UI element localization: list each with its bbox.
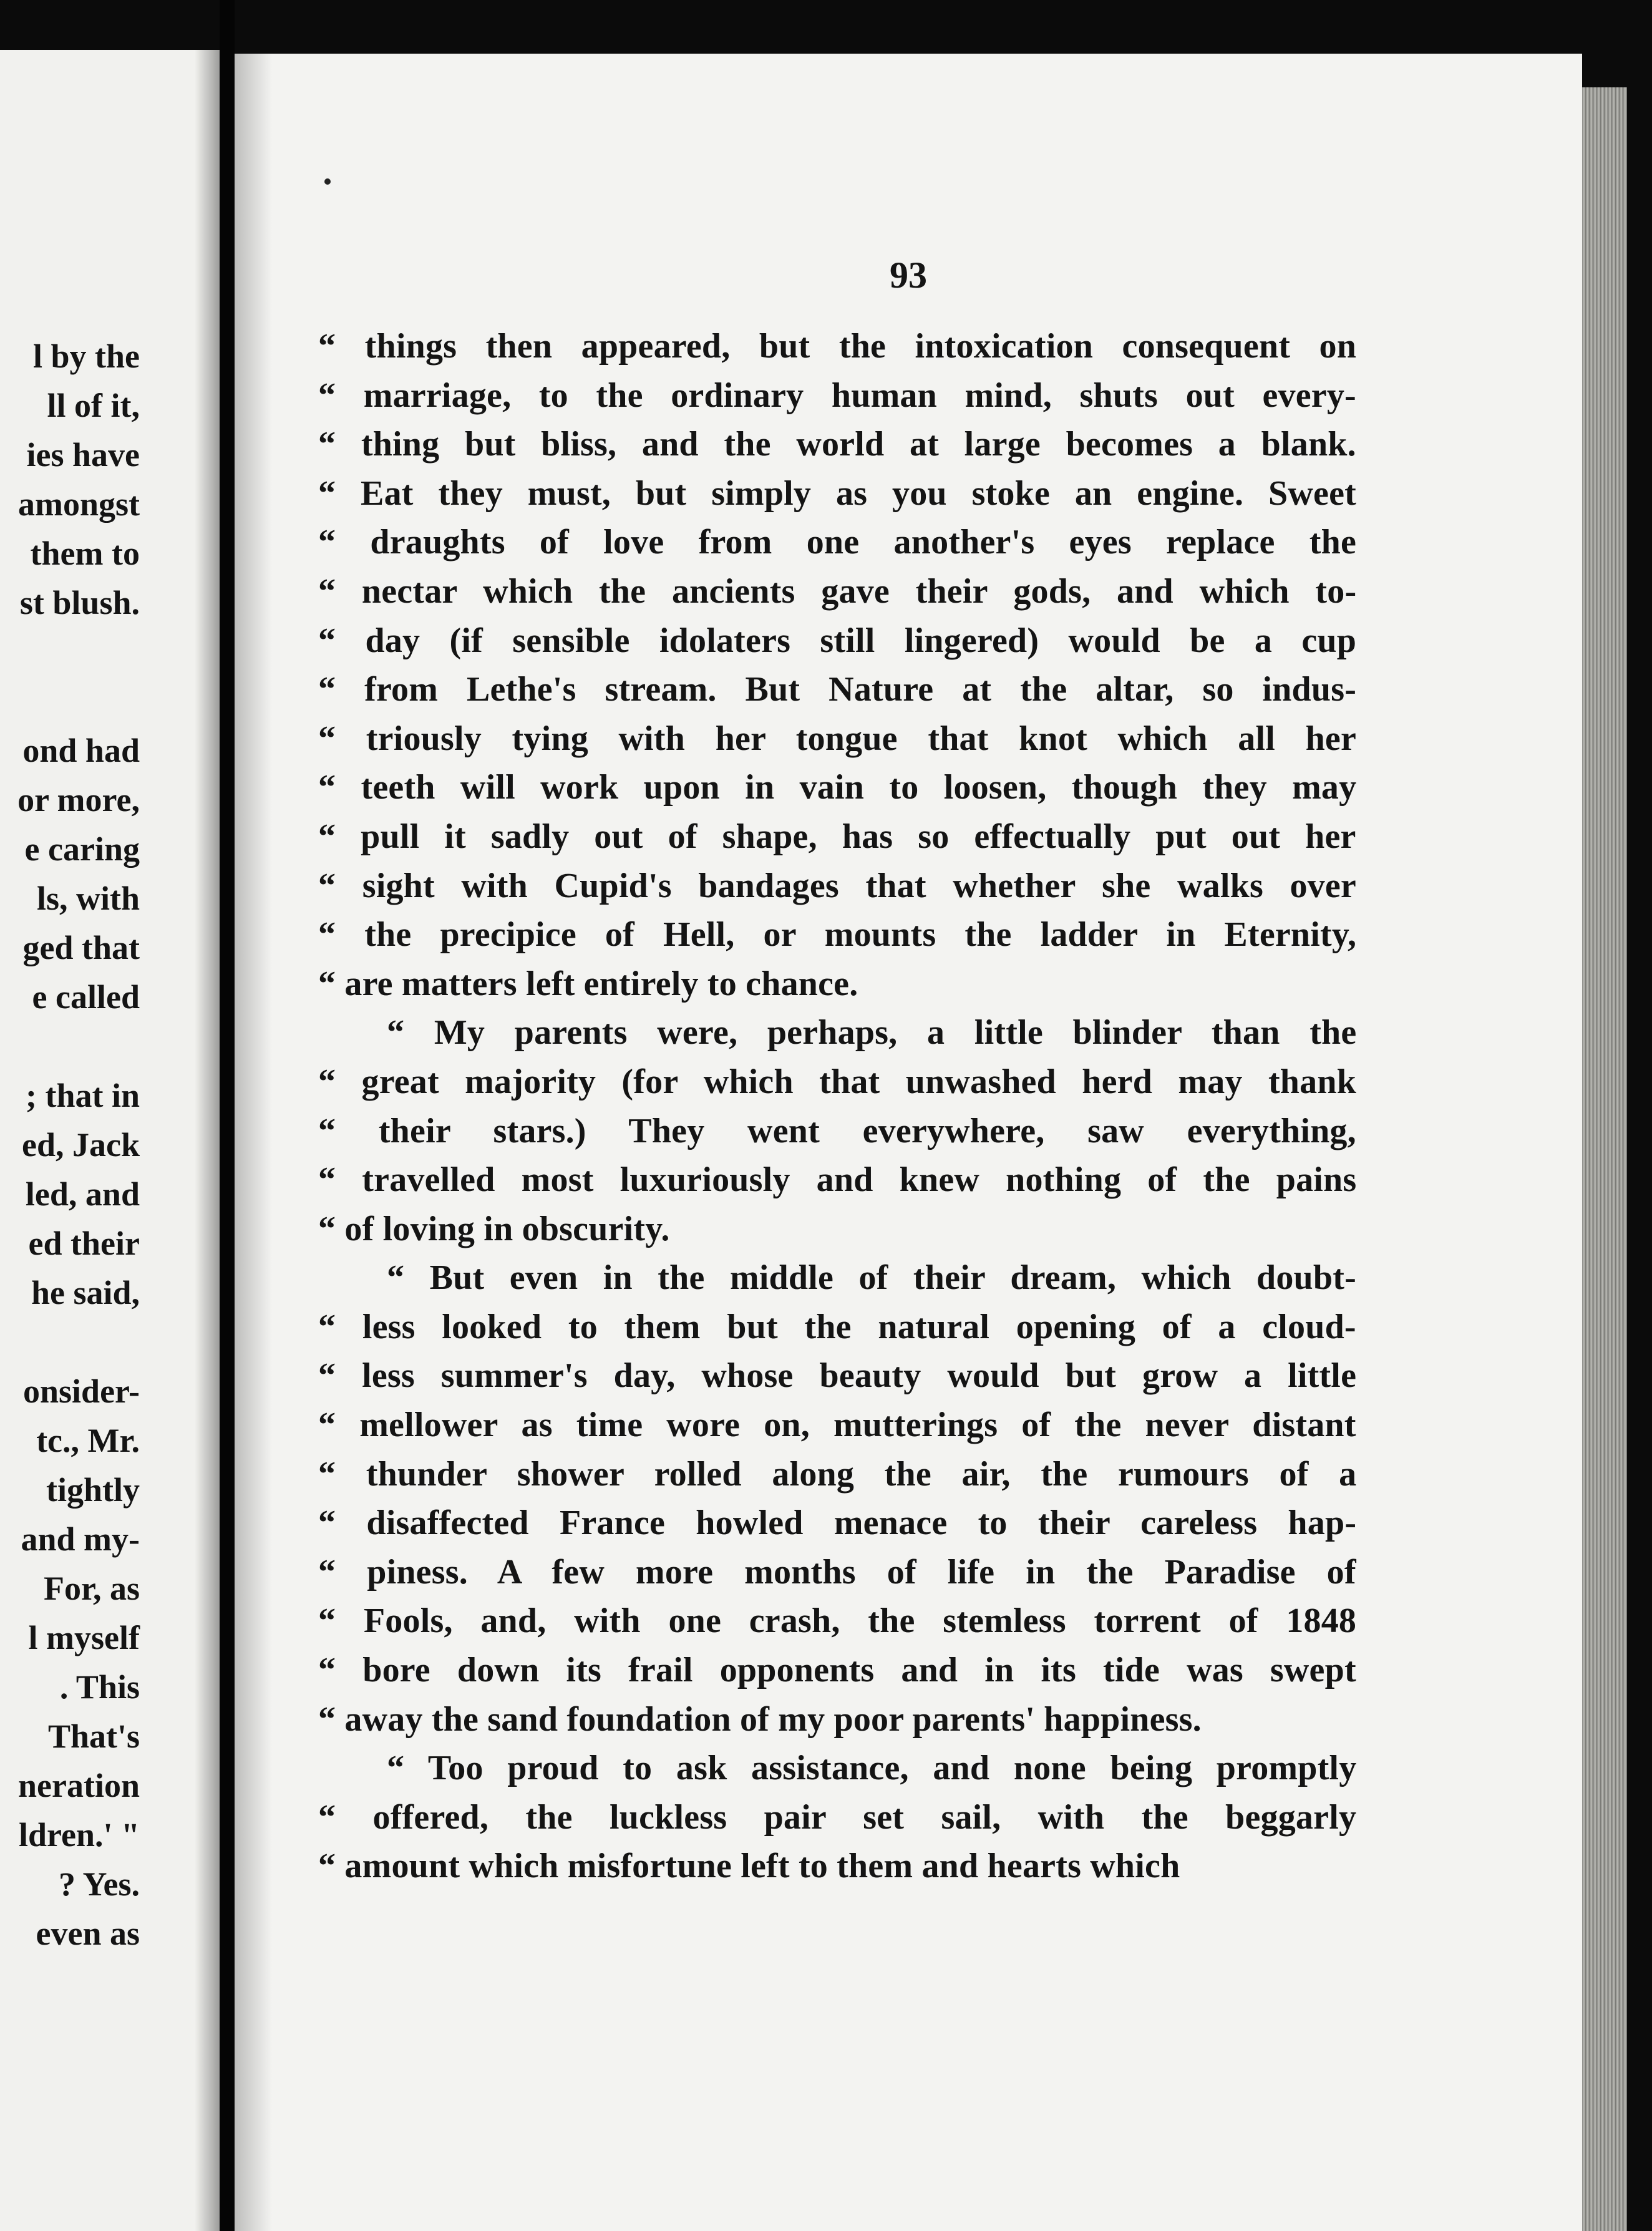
previous-page-line [0, 1022, 140, 1071]
text-line: “ travelled most luxuriously and knew nothing of the pains [318, 1160, 1357, 1200]
page-number: 93 [890, 255, 927, 296]
previous-page-line [0, 628, 140, 677]
text-line: “ Fools, and, with one crash, the stemless torrent of 1848 [318, 1602, 1357, 1641]
page-curve-shadow [195, 50, 220, 2231]
previous-page-line: ; that in [25, 1077, 140, 1114]
text-line: “ offered, the luckless pair set sail, with the beggarly [318, 1797, 1357, 1837]
ink-speck [324, 178, 331, 185]
previous-page-line: neration [18, 1767, 140, 1804]
previous-page-line: e caring [24, 830, 140, 868]
previous-page-line: he said, [31, 1274, 140, 1311]
text-line: “ My parents were, perhaps, a little blinder than the [387, 1013, 1357, 1052]
text-line: “ piness. A few more months of life in the Paradise of [318, 1552, 1356, 1592]
text-line: “ things then appeared, but the intoxication consequent on [318, 327, 1357, 366]
text-line: “ their stars.) They went everywhere, saw everything, [318, 1111, 1356, 1150]
previous-page-text [0, 332, 140, 1958]
text-line: “ disaffected France howled menace to their careless hap- [318, 1504, 1357, 1543]
previous-page-line: them to [30, 535, 140, 572]
previous-page-line: onsider- [23, 1373, 140, 1410]
spine-shadow [235, 54, 272, 2231]
text-line: “ pull it sadly out of shape, has so effectually put out her [318, 817, 1356, 856]
previous-page-line: ged that [22, 929, 140, 966]
previous-page-line: . This [59, 1668, 140, 1706]
previous-page-line: For, as [43, 1570, 140, 1607]
previous-page-line: l myself [28, 1619, 140, 1656]
previous-page-line: amongst [17, 485, 140, 523]
previous-page-fragment [0, 50, 220, 2231]
text-line: “ thunder shower rolled along the air, the rumours of a [318, 1454, 1357, 1494]
previous-page-line: led, and [25, 1175, 140, 1213]
text-line: “ sight with Cupid's bandages that whether she walks over [318, 866, 1356, 905]
text-line: “ bore down its frail opponents and in its tide was swept [318, 1651, 1356, 1690]
text-line: “ thing but bliss, and the world at large becomes a blank. [318, 425, 1356, 464]
text-line: “ marriage, to the ordinary human mind, shuts out every- [318, 376, 1356, 415]
previous-page-line: l by the [32, 338, 140, 375]
text-line: “ day (if sensible idolaters still lingered) would be a cup [318, 621, 1357, 660]
previous-page-line: ed, Jack [22, 1126, 140, 1164]
text-line: “ are matters left entirely to chance. [318, 964, 858, 1003]
previous-page-line: ls, with [36, 880, 140, 917]
text-line: “ great majority (for which that unwashed herd may thank [318, 1062, 1357, 1101]
text-line: “ draughts of love from one another's eyes replace the [318, 523, 1356, 562]
text-line: “ triously tying with her tongue that knot which all her [318, 719, 1357, 758]
text-line: “ amount which misfortune left to them and hearts which [318, 1847, 1180, 1886]
previous-page-line: That's [47, 1718, 140, 1755]
previous-page-line: ldren.' " [18, 1816, 140, 1854]
previous-page-line: tc., Mr. [36, 1422, 140, 1459]
page-fore-edge [1582, 87, 1627, 2231]
page-body-text [318, 322, 1356, 1891]
text-line: “ less summer's day, whose beauty would but grow a little [318, 1356, 1357, 1396]
text-line: “ mellower as time wore on, mutterings of the never distant [318, 1406, 1356, 1445]
previous-page-line: st blush. [19, 584, 140, 621]
text-line: “ teeth will work upon in vain to loosen, though they may [318, 768, 1357, 807]
text-line: “ away the sand foundation of my poor parents' happiness. [318, 1699, 1202, 1739]
text-line: “ Eat they must, but simply as you stoke an engine. Sweet [318, 474, 1356, 513]
previous-page-line: ond had [22, 732, 140, 769]
text-line: “ from Lethe's stream. But Nature at the altar, so indus- [318, 670, 1357, 709]
previous-page-line: or more, [17, 781, 140, 819]
previous-page-line: ed their [28, 1225, 140, 1262]
previous-page-line: ll of it, [47, 387, 140, 424]
text-line: “ of loving in obscurity. [318, 1209, 670, 1248]
text-line: “ nectar which the ancients gave their gods, and which to- [318, 571, 1357, 611]
previous-page-line: ies have [26, 436, 140, 474]
previous-page-line [0, 1318, 140, 1367]
text-line: “ Too proud to ask assistance, and none being promptly [387, 1749, 1357, 1788]
previous-page-line: ? Yes. [59, 1865, 140, 1903]
previous-page-line [0, 677, 140, 726]
previous-page-line: e called [32, 978, 140, 1016]
text-line: “ less looked to them but the natural opening of a cloud- [318, 1307, 1356, 1346]
book-gutter [220, 0, 235, 2231]
previous-page-line: and my- [21, 1520, 140, 1558]
previous-page-line: even as [36, 1915, 140, 1952]
current-page [235, 54, 1582, 2231]
text-line: “ But even in the middle of their dream, which doubt- [387, 1258, 1356, 1298]
previous-page-line: tightly [46, 1471, 140, 1509]
text-line: “ the precipice of Hell, or mounts the ladder in Eternity, [318, 915, 1357, 955]
